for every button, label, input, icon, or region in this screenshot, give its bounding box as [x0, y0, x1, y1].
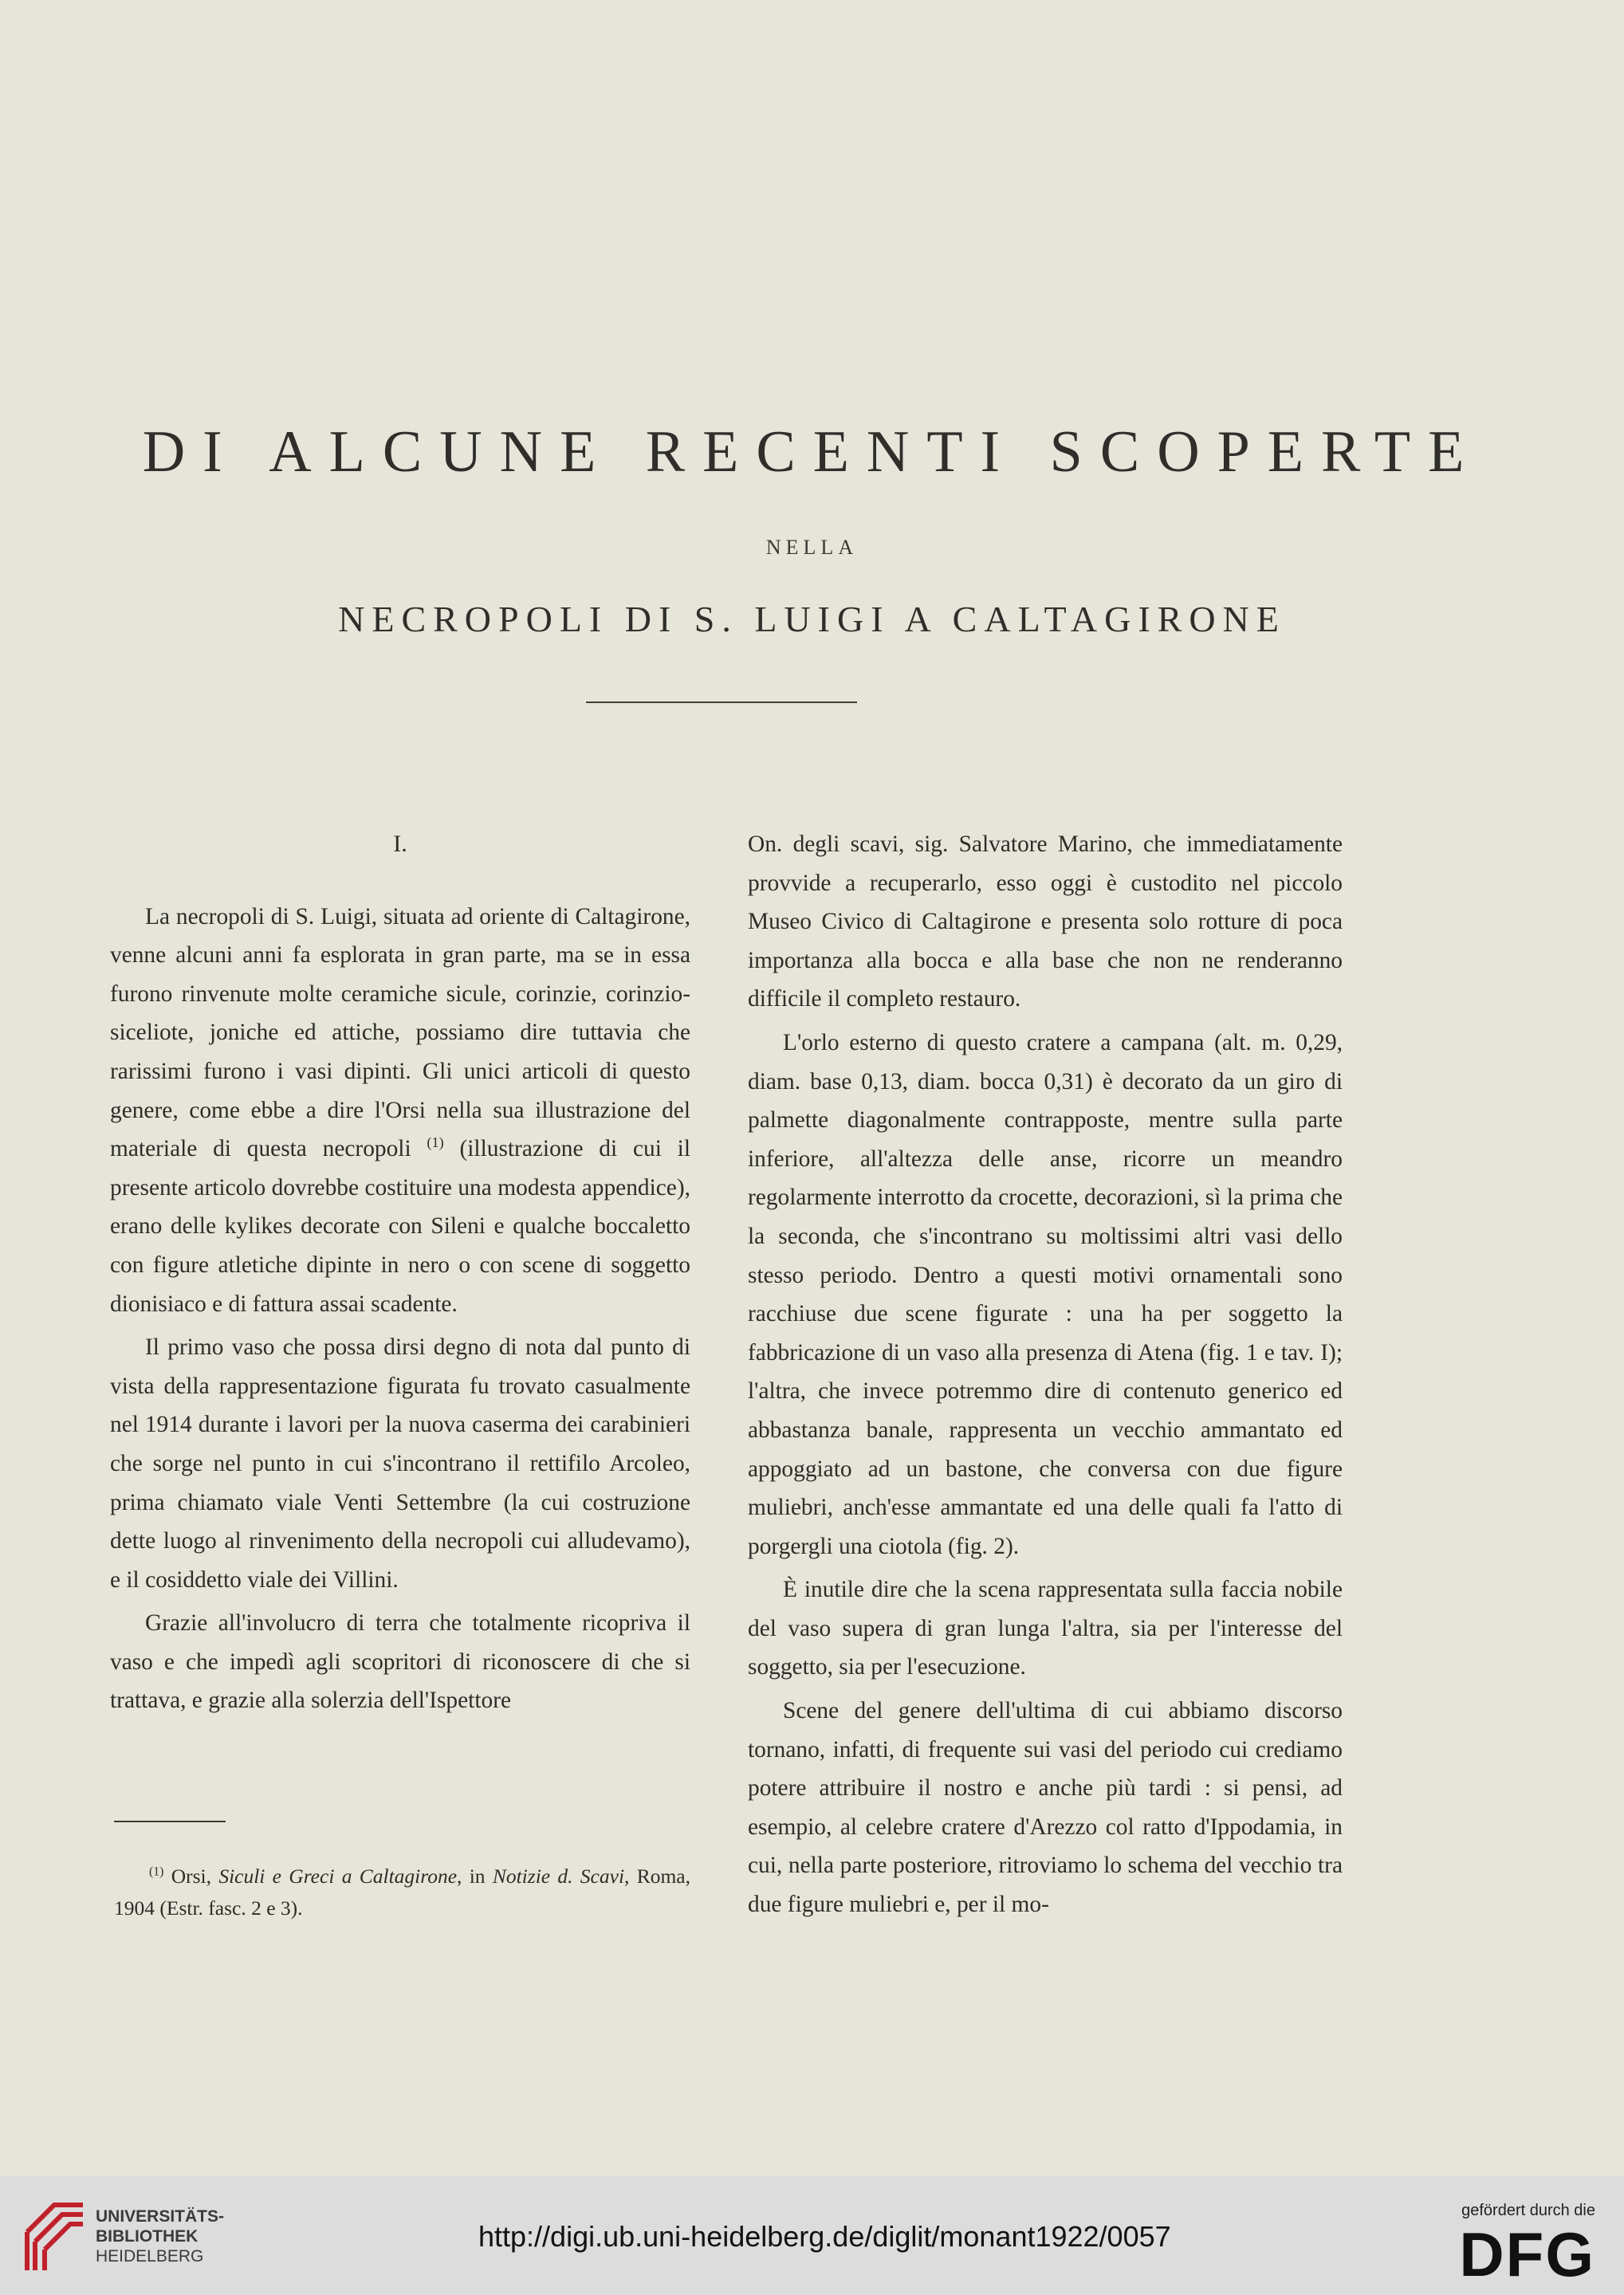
paragraph	[110, 898, 690, 1324]
paragraph-text: La necropoli di S. Luigi, situata ad oriente di Caltagirone, venne alcuni anni fa esplorata in gran parte, ma se in essa furono rinvenute molte ceramiche sicule, corinzie, corinzio-siceliote, joniche ed attiche, possiamo dire tuttavia che rarissimi furono i vasi dipinti. Gli unici articoli di questo genere, come ebbe a dire l'Orsi nella sua illustrazione del materiale di questa necropoli	[110, 903, 690, 1162]
paragraph: On. degli scavi, sig. Salvatore Marino, che immediatamente provvide a recuperarlo, esso oggi è custodito nel piccolo Museo Civico di Caltagirone e presenta solo rotture di poca importanza alla bocca e alla base che non ne renderanno difficile il completo restauro.	[748, 831, 1343, 1012]
footnote-text: , in	[457, 1865, 493, 1888]
article-subtitle: NECROPOLI DI S. LUIGI A CALTAGIRONE	[338, 599, 1286, 639]
footnote-author: Orsi,	[163, 1865, 219, 1888]
title-divider	[586, 701, 857, 703]
paragraph: Grazie all'involucro di terra che totalmente ricopriva il vaso e che impedì agli scopritori di riconoscere di che si trattava, e grazie alla solerzia dell'Ispettore	[110, 1610, 690, 1714]
left-column	[110, 825, 690, 1720]
footnote	[114, 1861, 690, 1924]
article-subtitle-small: NELLA	[765, 536, 859, 559]
paragraph: Il primo vaso che possa dirsi degno di nota dal punto di vista della rappresentazione figurata fu trovato casualmente nel 1914 durante i lavori per la nuova caserma dei carabinieri che sorge nel punto in cui s'incontrano il rettifilo Arcoleo, prima chiamato viale Venti Settembre (la cui costruzione dette luogo al rinvenimento della necropoli cui alludevamo), e il cosiddetto viale dei Villini.	[110, 1334, 690, 1593]
right-column	[748, 825, 1343, 1924]
library-name-line: BIBLIOTHEK	[96, 2227, 199, 2246]
footnote-reference: (1)	[427, 1134, 444, 1151]
library-logo-icon	[22, 2200, 88, 2273]
article-title: DI ALCUNE RECENTI SCOPERTE	[142, 419, 1482, 485]
section-number: I.	[393, 831, 407, 857]
footnote-work: Siculi e Greci a Caltagirone	[218, 1865, 458, 1888]
funded-by-label: gefördert durch die	[1461, 2202, 1595, 2219]
paragraph: L'orlo esterno di questo cratere a campana (alt. m. 0,29, diam. base 0,13, diam. bocca 0,31) è decorato da un giro di palmette diagonalmente contrapposte, mentre sulla parte inferiore, all'altezza delle anse, ricorre un meandro regolarmente interrotto da crocette, decorazioni, sì la prima che la seconda, che s'incontrano su moltissimi altri vasi dello stesso periodo. Dentro a questi motivi ornamentali sono racchiuse due scene figurate : una ha per soggetto la fabbricazione di un vaso alla presenza di Atena (fig. 1 e tav. I); l'altra, che invece potremmo dire di contenuto generico ed abbastanza banale, rappresenta un vecchio ammantato ed appoggiato ad un bastone, che conversa con due figure muliebri, anch'esse ammantate ed una delle quali fa l'atto di porgergli una ciotola (fig. 2).	[748, 1029, 1343, 1559]
viewer-footer	[0, 2176, 1624, 2295]
paragraph: Scene del genere dell'ultima di cui abbiamo discorso tornano, infatti, di frequente sui vasi del periodo cui crediamo potere attribuire il nostro e anche più tardi : si pensi, ad esempio, al celebre cratere d'Arezzo col ratto d'Ippodamia, in cui, nella parte posteriore, ritroviamo lo schema del vecchio tra due figure muliebri e, per il mo-	[748, 1698, 1343, 1918]
library-name	[96, 2207, 224, 2266]
footnote-divider	[114, 1821, 226, 1822]
footnote-journal: Notizie d. Scavi	[492, 1865, 625, 1888]
footnote-text: , Roma, 1904 (Estr. fasc. 2 e 3).	[114, 1865, 690, 1920]
dfg-logo: DFG	[1459, 2219, 1595, 2289]
permalink-url[interactable]: http://digi.ub.uni-heidelberg.de/diglit/monant1922/0057	[478, 2220, 1171, 2253]
paragraph-text: (illustrazione di cui il presente articolo dovrebbe costituire una modesta appendice), erano delle kylikes decorate con Sileni e qualche boccaletto con figure atletiche dipinte in nero o con scene di soggetto dionisiaco e di fattura assai scadente.	[110, 1136, 690, 1317]
paragraph: È inutile dire che la scena rappresentata sulla faccia nobile del vaso supera di gran lunga l'altra, sia per l'interesse del soggetto, sia per l'esecuzione.	[748, 1577, 1343, 1680]
library-name-line: HEIDELBERG	[96, 2247, 204, 2266]
footnote-number: (1)	[149, 1865, 164, 1879]
library-name-line: UNIVERSITÄTS-	[96, 2207, 225, 2226]
